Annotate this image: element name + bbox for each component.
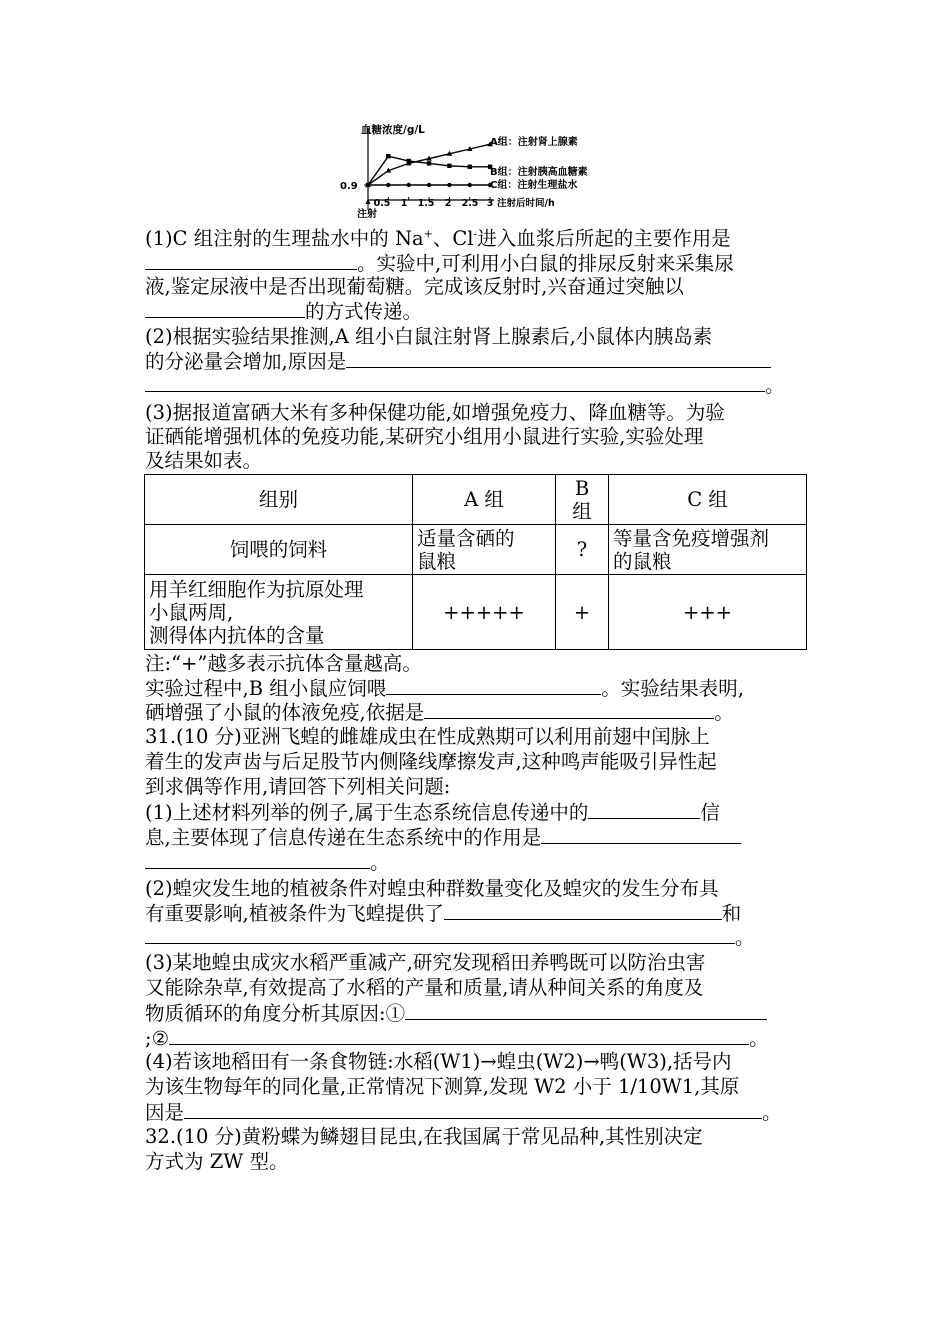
table-cell: 适量含硒的 鼠粮 xyxy=(413,525,556,575)
q30-question-line2: 硒增强了小鼠的体液免疫,依据是 。 xyxy=(145,701,734,724)
answer-blank[interactable] xyxy=(145,850,370,869)
chart-xlabel: 注射后时间/h xyxy=(497,198,555,209)
chart-x-tick-1: 0.5 xyxy=(373,198,391,209)
data-point xyxy=(427,161,431,165)
table-header-c: C 组 xyxy=(609,475,807,525)
answer-blank[interactable] xyxy=(444,901,722,920)
data-point xyxy=(468,183,472,187)
data-point xyxy=(468,165,472,169)
q31-part1-line3: 。 xyxy=(145,850,390,875)
table-cell: 用羊红细胞作为抗原处理 小鼠两周, 测得体内抗体的含量 xyxy=(145,575,413,650)
data-point xyxy=(407,159,411,163)
q30-part1-line3: 液,鉴定尿液中是否出现葡萄糖。完成该反射时,兴奋通过突触以 xyxy=(145,275,684,298)
data-point xyxy=(366,183,370,187)
q30-part2-line1: (2)根据实验结果推测,A 组小白鼠注射肾上腺素后,小鼠体内胰岛素 xyxy=(145,325,713,348)
table-row xyxy=(145,475,807,525)
chart-x-tick-4: 2 xyxy=(444,198,452,209)
q30-part3-line3: 及结果如表。 xyxy=(145,449,263,472)
table-header-group: 组别 xyxy=(145,475,413,525)
q32-line2: 方式为 ZW 型。 xyxy=(145,1150,289,1173)
answer-blank[interactable] xyxy=(145,251,357,270)
legend-a: A组：注射肾上腺素 xyxy=(490,137,578,148)
q31-part3-line2: 又能除杂草,有效提高了水稻的产量和质量,请从种间关系的角度及 xyxy=(145,976,704,999)
table-note: 注:“+”越多表示抗体含量越高。 xyxy=(145,652,422,675)
table-header-b: B 组 xyxy=(556,475,609,525)
answer-blank[interactable] xyxy=(346,349,771,368)
data-point xyxy=(386,154,390,158)
data-point xyxy=(386,183,390,187)
q31-part3-line1: (3)某地蝗虫成灾水稻严重减产,研究发现稻田养鸭既可以防治虫害 xyxy=(145,951,706,974)
q31-intro-line3: 到求偶等作用,请回答下列相关问题: xyxy=(145,775,451,798)
blood-glucose-chart xyxy=(335,120,625,225)
q30-part3-line2: 证硒能增强机体的免疫功能,某研究小组用小鼠进行实验,实验处理 xyxy=(145,425,704,448)
q31-part3-line3: 物质循环的角度分析其原因:① xyxy=(145,1001,767,1026)
q30-part1-line4: 的方式传递。 xyxy=(145,299,422,324)
table-cell: + xyxy=(556,575,609,650)
table-row xyxy=(145,575,807,650)
table-header-a: A 组 xyxy=(413,475,556,525)
table-cell: +++++ xyxy=(413,575,556,650)
legend-b: B组：注射胰高血糖素 xyxy=(490,167,588,178)
q32-line1: 32.(10 分)黄粉蝶为鳞翅目昆虫,在我国属于常见品种,其性别决定 xyxy=(145,1125,703,1148)
table-cell: 等量含免疫增强剂 的鼠粮 xyxy=(609,525,807,575)
answer-blank[interactable] xyxy=(184,1100,762,1119)
table-cell: +++ xyxy=(609,575,807,650)
chart-x-tick-2: 1 xyxy=(400,198,408,209)
answer-blank[interactable] xyxy=(588,800,700,819)
q31-part3-line4: ;② 。 xyxy=(145,1027,769,1050)
q30-part3-line1: (3)据报道富硒大米有多种保健功能,如增强免疫力、降血糖等。为验 xyxy=(145,401,725,424)
table-cell: ? xyxy=(556,525,609,575)
q31-part4-line1: (4)若该地稻田有一条食物链:水稻(W1)→蝗虫(W2)→鸭(W3),括号内 xyxy=(145,1050,732,1073)
chart-x-tick-5: 2.5 xyxy=(461,198,479,209)
table-row xyxy=(145,525,807,575)
q31-part1-line1: (1)上述材料列举的例子,属于生态系统信息传递中的 信 xyxy=(145,801,720,824)
q31-part2-line1: (2)蝗灾发生地的植被条件对蝗虫种群数量变化及蝗灾的发生分布具 xyxy=(145,877,719,900)
answer-blank[interactable] xyxy=(145,373,765,392)
chart-ylabel: 血糖浓度/g/L xyxy=(361,124,425,136)
legend-c: C组：注射生理盐水 xyxy=(490,180,578,191)
q30-part2-line2: 的分泌量会增加,原因是 xyxy=(145,349,771,374)
data-point xyxy=(427,183,431,187)
answer-blank[interactable] xyxy=(145,299,305,318)
q30-part1-line1: (1)C 组注射的生理盐水中的 Na+、Cl-进入血浆后所起的主要作用是 xyxy=(145,227,731,250)
chart-y-tick: 0.9 xyxy=(340,181,358,192)
chart-x-tick-6: 3 xyxy=(486,198,494,209)
data-point xyxy=(407,183,411,187)
answer-blank[interactable] xyxy=(424,700,714,719)
q31-part4-line3: 因是 。 xyxy=(145,1101,782,1124)
table-cell: 饲喂的饲料 xyxy=(145,525,413,575)
chart-x-tick-3: 1.5 xyxy=(417,198,435,209)
q30-part2-line3: 。 xyxy=(145,373,785,398)
q31-part2-line3: 。 xyxy=(145,925,755,950)
answer-blank[interactable] xyxy=(541,825,741,844)
answer-blank[interactable] xyxy=(386,676,601,695)
q31-intro-line2: 着生的发声齿与后足股节内侧隆线摩擦发声,这种鸣声能吸引异性起 xyxy=(145,750,717,773)
data-point xyxy=(447,183,451,187)
q31-part4-line2: 为该生物每年的同化量,正常情况下测算,发现 W2 小于 1/10W1,其原 xyxy=(145,1075,740,1098)
q30-part1-line2: 。实验中,可利用小白鼠的排尿反射来采集尿 xyxy=(145,251,734,276)
experiment-table xyxy=(144,474,807,650)
answer-blank[interactable] xyxy=(405,1001,767,1020)
chart-x-tick-0: 注射 xyxy=(357,209,377,220)
q31-intro-line1: 31.(10 分)亚洲飞蝗的雌雄成虫在性成熟期可以利用前翅中闰脉上 xyxy=(145,725,710,748)
q31-part1-line2: 息,主要体现了信息传递在生态系统中的作用是 xyxy=(145,825,741,850)
data-point xyxy=(447,164,451,168)
answer-blank[interactable] xyxy=(145,925,735,944)
answer-blank[interactable] xyxy=(169,1026,749,1045)
q31-part2-line2: 有重要影响,植被条件为飞蝗提供了 和 xyxy=(145,902,742,925)
q30-question-line1: 实验过程中,B 组小鼠应饲喂 。实验结果表明, xyxy=(145,677,744,700)
